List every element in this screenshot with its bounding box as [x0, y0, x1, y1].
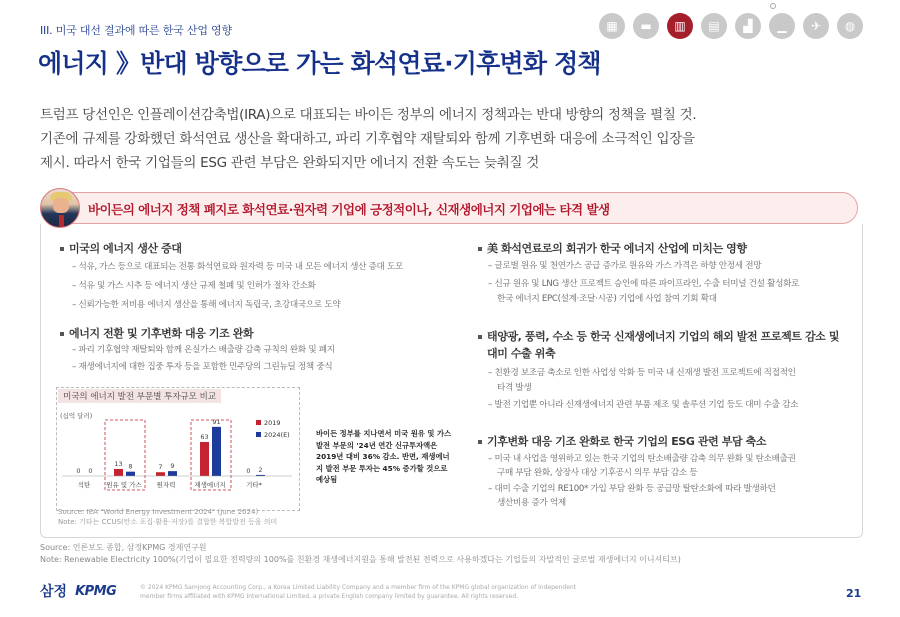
- intro-line: 제시. 따라서 한국 기업들의 ESG 관련 부담은 완화되지만 에너지 전환 속도는 늦춰질 것: [40, 155, 539, 171]
- intro-line: 기존에 규제를 강화했던 화석연료 생산을 확대하고, 파리 기후협약 재탈퇴와 함께 기후변화 대응에 소극적인 입장을: [40, 131, 695, 147]
- chart-title: 미국의 에너지 발전 부문별 투자규모 비교: [58, 389, 221, 403]
- data-label: 0: [88, 467, 93, 475]
- car-icon[interactable]: ▬: [633, 13, 659, 39]
- bullet-title: 美 화석연료로의 회귀가 한국 에너지 산업에 미치는 영향: [487, 242, 747, 255]
- sub-item: – 석유, 가스 등으로 대표되는 전통 화석연료와 원자력 등 미국 내 모든 에너지 생산 증대 도모: [72, 262, 403, 272]
- section-label: III. 미국 대선 결과에 따른 한국 산업 영향: [40, 24, 232, 37]
- industry-icon[interactable]: ▦: [599, 13, 625, 39]
- headline-text: 바이든의 에너지 정책 폐지로 화석연료·원자력 기업에 긍정적이나, 신재생에너지 기업에는 타격 발생: [88, 202, 610, 217]
- bullet-title: 태양광, 풍력, 수소 등 한국 신재생에너지 기업의 해외 발전 프로젝트 감소 및: [487, 330, 840, 343]
- ship-icon[interactable]: ▁: [769, 13, 795, 39]
- bullet-title: 미국의 에너지 생산 증대: [69, 242, 182, 255]
- chart-note: 바이든 정부를 지나면서 미국 원유 및 가스 발전 부문의 '24년 연간 신규투자액은 2019년 대비 36% 감소. 반면, 재생에너지 발전 부문 투자는 45% 증가할 것으로 예상됨: [316, 429, 452, 484]
- sub-item: – 파리 기후협약 재탈퇴와 함께 온실가스 배출량 감축 규칙의 완화 및 폐지: [72, 345, 335, 355]
- chart-source: Source: IEA "World Energy Investment 2024" (June 2024) Note: 기타는 CCUS(탄소 포집·활용·저장)를 결합한 복합발전 등을 의미: [58, 508, 278, 526]
- bar: [156, 472, 165, 476]
- factory-icon[interactable]: ▟: [735, 13, 761, 39]
- bullet-title: 기후변화 대응 기조 완화로 한국 기업의 ESG 관련 부담 축소: [487, 435, 767, 448]
- data-label: 0: [76, 467, 81, 475]
- data-label: 7: [158, 463, 163, 472]
- data-label: 8: [128, 462, 133, 471]
- x-tick-label: 기타*: [246, 481, 262, 489]
- investment-bar-chart: [56, 400, 312, 500]
- pagination-dot-icon: [770, 3, 776, 9]
- sub-item: – 미국 내 사업을 영위하고 있는 한국 기업의 탄소배출량 감축 의무 완화 및 탄소배출권: [488, 454, 796, 464]
- sub-item-cont: 생산비용 증가 억제: [497, 498, 566, 508]
- x-tick-label: 원유 및 가스: [106, 481, 142, 489]
- legend-label: 2024(E): [264, 431, 290, 439]
- company-logo: 삼정 KPMG: [40, 583, 117, 600]
- data-label: 0: [246, 467, 251, 475]
- bar: [212, 427, 221, 476]
- sub-item: – 신규 원유 및 LNG 생산 프로젝트 승인에 따른 파이프라인, 수출 터미널 건설 활성화로: [488, 279, 800, 289]
- plane-icon[interactable]: ✈: [803, 13, 829, 39]
- bullet-title: 에너지 전환 및 기후변화 대응 기조 완화: [69, 327, 254, 340]
- intro-line: 트럼프 당선인은 인플레이션감축법(IRA)으로 대표되는 바이든 정부의 에너지 정책과는 반대 방향의 정책을 펼칠 것.: [40, 107, 697, 123]
- legend-label: 2019: [264, 419, 281, 427]
- legend-swatch: [256, 420, 261, 425]
- x-tick-label: 원자력: [156, 481, 176, 489]
- legend-swatch: [256, 432, 261, 437]
- sub-item: – 대미 수출 기업의 RE100* 가입 부담 완화 등 공급망 탈탄소화에 따라 발생하던: [488, 484, 776, 494]
- highlight-box: [105, 420, 145, 490]
- data-label: 91: [212, 417, 221, 426]
- data-label: 9: [170, 462, 175, 471]
- bar: [126, 472, 135, 476]
- x-tick-label: 재생에너지: [194, 481, 226, 489]
- sub-item-cont: 타격 발생: [497, 383, 532, 393]
- bullet-title-cont: 대미 수출 위축: [487, 347, 556, 360]
- legal-text: © 2024 KPMG Samjong Accounting Corp., a Korea Limited Liability Company and a member firm of the KPMG global organization of independent member firms affiliated with KPMG International Limited, a private English company limited by guarantee. All rights reserved.: [140, 584, 577, 600]
- right-bullet-1: [478, 240, 747, 256]
- energy-icon[interactable]: ▥: [667, 13, 693, 39]
- page-number: 21: [846, 587, 862, 600]
- sub-item: – 발전 기업뿐 아니라 신재생에너지 관련 부품 제조 및 솔루션 기업 등도 대미 수출 감소: [488, 400, 799, 410]
- chart-unit-label: (십억 달러): [60, 412, 93, 420]
- avatar: [40, 188, 80, 228]
- sub-item: – 친환경 보조금 축소로 인한 사업성 악화 등 미국 내 신재생 발전 프로젝트에 직접적인: [488, 368, 796, 378]
- right-bullet-2: [478, 328, 839, 362]
- left-bullet-2: [60, 325, 253, 341]
- building-icon[interactable]: ▤: [701, 13, 727, 39]
- right-bullet-3: [478, 433, 766, 449]
- source-note: Source: 언론보도 종합, 삼정KPMG 경제연구원 Note: Renewable Electricity 100%(기업이 필요한 전력량의 100%를 친환경 재생에너지원을 통해 발전된 전력으로 사용하겠다는 기업들의 자발적인 글로벌 재생에너지 이니셔티브): [40, 543, 681, 564]
- section-nav: [599, 13, 863, 39]
- sub-item: – 석유 및 가스 시추 등 에너지 생산 규제 철폐 및 인허가 절차 간소화: [72, 281, 316, 291]
- data-label: 2: [258, 465, 263, 474]
- page-title: 에너지 》반대 방향으로 가는 화석연료·기후변화 정책: [38, 49, 601, 78]
- highlight-box: [191, 417, 231, 490]
- bar: [200, 442, 209, 476]
- left-bullet-1: [60, 240, 182, 256]
- sub-item: – 신뢰가능한 저비용 에너지 생산을 통해 에너지 독립국, 초강대국으로 도약: [72, 300, 341, 310]
- bar: [168, 471, 177, 476]
- sub-item: – 재생에너지에 대한 집중 투자 등을 포함한 민주당의 그린뉴딜 정책 중식: [72, 362, 333, 372]
- sub-item-cont: 한국 에너지 EPC(설계·조달·시공) 기업에 사업 참여 기회 확대: [497, 294, 717, 304]
- data-label: 63: [200, 432, 209, 441]
- globe-icon[interactable]: ◍: [837, 13, 863, 39]
- data-label: 13: [114, 459, 123, 468]
- bar: [114, 469, 123, 476]
- intro-paragraph: [40, 103, 870, 175]
- sub-item: – 글로벌 원유 및 천연가스 공급 증가로 원유와 가스 가격은 하향 안정세 전망: [488, 261, 762, 271]
- x-tick-label: 석탄: [77, 481, 91, 489]
- sub-item-cont: 구매 부담 완화, 상장사 대상 기후공시 의무 부담 감소 등: [497, 468, 698, 478]
